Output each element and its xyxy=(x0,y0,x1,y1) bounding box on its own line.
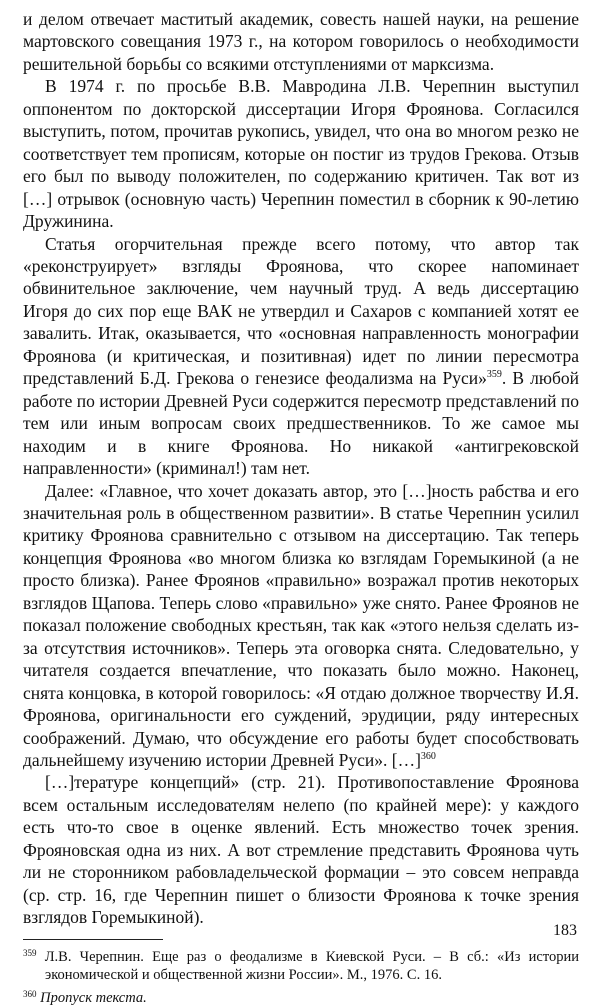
paragraph-text-cont: . В любой работе по истории Древней Руси содержится пересмотр представлений по тем или иным вопросам своих предшественников. То же самое мы находим и в книге Фроянова. Но никакой «антигрековской направленности» (криминал!) там нет. xyxy=(23,368,579,479)
paragraph-5 xyxy=(23,771,579,928)
paragraph-text: В 1974 г. по просьбе В.В. Мавродина Л.В. Черепнин выступил оппонентом по докторской диссертации Игоря Фроянова. Согласился выступить, потом, прочитав рукопись, увидел, что она во многом резко не соответствует тем прописям, которые он постиг из трудов Грекова. Отзыв его был по выводу положителен, по содержанию критичен. Так вот из […] отрывок (основную часть) Черепнин поместил в сборник к 90-летию Дружинина. xyxy=(23,76,579,232)
paragraph-text: Далее: «Главное, что хочет доказать автор, это […]ность рабства и его значительная роль в общественном развитии». В статье Черепнин усилил критику Фроянова сравнительно с отзывом на диссертацию. Так теперь концепция Фроянова «во многом близка ко взглядам Горемыкиной (а не просто близка). Ранее Фроянов «правильно» возражал против некоторых взглядов Щапова. Теперь слово «правильно» уже снято. Ранее Фроянов не показал положение свободных крестьян, так как «этого нельзя сделать из-за отсутствия источников». Теперь эта оговорка снята. Следовательно, у читателя создается впечатление, что показать было можно. Наконец, снята концовка, в которой говорилось: «Я отдаю должное творчеству И.Я. Фроянова, оригинальности его суждений, эрудиции, ряду интересных соображений. Думаю, что обсуждение его работы будет способствовать дальнейшему изучению истории Древней Руси». […] xyxy=(23,480,579,770)
footnotes xyxy=(23,948,579,1007)
paragraph-text: […]тературе концепций» (стр. 21). Противопоставление Фроянова всем остальным исследователям нелепо (по крайней мере): у каждого есть что-то свое в оценке явлений. Есть множество точек зрения. Фрояновская одна из них. А вот стремление представить Фроянова чуть ли не сторонником рабовладельческой формации – это совсем неправда (ср. стр. 16, где Черепнин пишет о близости Фроянова к точке зрения взглядов Горемыкиной). xyxy=(23,772,579,928)
footnote-ref-359: 359 xyxy=(486,369,502,381)
footnote-ref-360: 360 xyxy=(420,750,436,762)
paragraph-3 xyxy=(23,233,579,480)
paragraph-text: Статья огорчительная прежде всего потому, что автор так «реконструирует» взгляды Фроянова, что скорее напоминает обвинительное заключение, чем научный труд. А ведь диссертацию Игоря до сих пор еще ВАК не утвердил и Сахаров с компанией хотят ее завалить. Итак, оказывается, что «основная направленность монографии Фроянова (и критическая, и позитивная) идет по линии пересмотра представлений Б.Д. Грекова о генезисе феодализма на Руси» xyxy=(23,233,579,389)
footnote-number: 359 xyxy=(23,947,37,958)
footnote-divider xyxy=(23,939,163,940)
footnote-text: Пропуск текста. xyxy=(40,989,147,1006)
paragraph-2 xyxy=(23,75,579,232)
footnote-359 xyxy=(23,948,579,984)
paragraph-1 xyxy=(23,8,579,75)
paragraph-4 xyxy=(23,480,579,772)
footnote-360 xyxy=(23,989,579,1007)
paragraph-text: и делом отвечает маститый академик, совесть нашей науки, на решение мартовского совещания 1973 г., на котором говорилось о необходимости решительной борьбы со всякими отступлениями от марксизма. xyxy=(23,9,579,74)
page-number: 183 xyxy=(553,922,577,939)
footnote-text: Л.В. Черепнин. Еще раз о феодализме в Киевской Руси. – В сб.: «Из истории экономической и общественной жизни России». М., 1976. С. 16. xyxy=(44,948,580,983)
main-text xyxy=(23,8,579,929)
footnote-number: 360 xyxy=(23,988,37,999)
